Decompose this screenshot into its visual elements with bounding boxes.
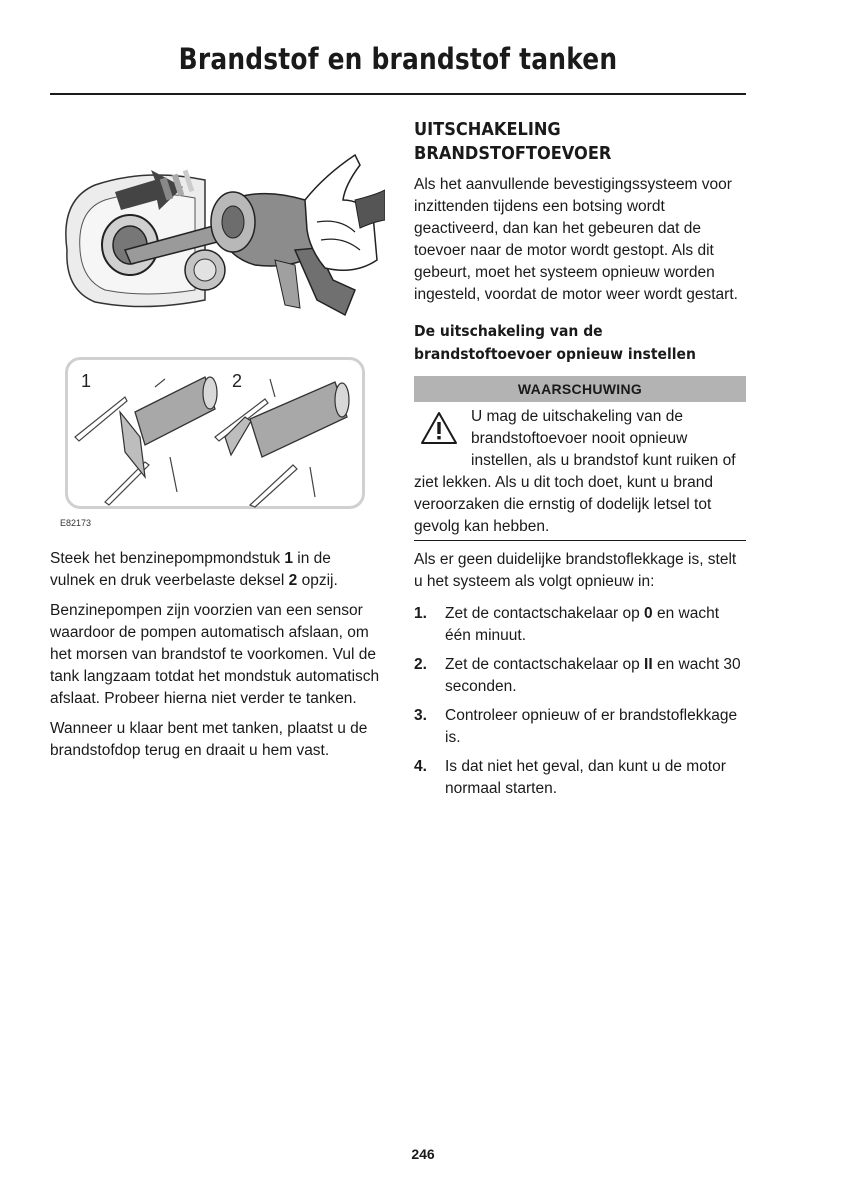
title-divider	[50, 93, 746, 95]
section-heading-line1: UITSCHAKELING	[414, 119, 561, 140]
warning-rest: ziet lekken. Als u dit toch doet, kunt u brand veroorzaken die ernstig of dodelijk letsel tot gevolg kan hebben.	[414, 474, 713, 535]
warning-block	[414, 376, 746, 541]
warning-line1: U mag de uitschakeling van de	[471, 408, 683, 425]
warning-line3: instellen, als u brandstof kunt ruiken of	[471, 452, 736, 469]
filler-detail-illustration	[65, 357, 365, 509]
subheading-line1: De uitschakeling van de	[414, 322, 603, 340]
step-number: 3.	[414, 707, 427, 724]
warning-triangle-icon	[419, 410, 459, 446]
step-text: Is dat niet het geval, dan kunt u de motor normaal starten.	[445, 758, 726, 797]
list-item	[414, 756, 746, 800]
step-text: en wacht 30 seconden.	[445, 656, 741, 695]
text-run: opzij.	[297, 572, 338, 589]
right-column	[414, 118, 746, 807]
warning-divider	[414, 540, 746, 541]
panel-label-1: 1	[81, 371, 92, 391]
list-item	[414, 603, 746, 647]
subheading-line2: brandstoftoevoer opnieuw instellen	[414, 345, 696, 363]
text-run: Steek het benzinepompmondstuk	[50, 550, 285, 567]
fuel-nozzle-illustration	[55, 140, 385, 340]
switch-position: II	[644, 656, 653, 673]
step-number: 2.	[414, 656, 427, 673]
step-text: Zet de contactschakelaar op	[445, 656, 645, 673]
sensor-paragraph: Benzinepompen zijn voorzien van een sensor waardoor de pompen automatisch afslaan, om het morsen van brandstof te voorkomen. Vul de tank langzaam totdat het mondstuk automatisch afslaat. Probeer hierna niet verder te tanken.	[50, 602, 380, 707]
callout-ref-2: 2	[288, 572, 298, 589]
switch-position: 0	[644, 605, 653, 622]
panel-label-2: 2	[232, 371, 243, 391]
procedure-intro: Als er geen duidelijke brandstoflekkage is, stelt u het systeem als volgt opnieuw in:	[414, 551, 737, 590]
nozzle-instruction	[50, 548, 380, 592]
step-number: 4.	[414, 758, 427, 775]
fuel-cap-paragraph: Wanneer u klaar bent met tanken, plaatst u de brandstofdop terug en draait u hem vast.	[50, 720, 368, 759]
list-item	[414, 654, 746, 698]
reset-steps	[414, 603, 746, 800]
page-number: 246	[411, 1146, 435, 1162]
step-text: en wacht één minuut.	[445, 605, 720, 644]
section-heading-line2: BRANDSTOFTOEVOER	[414, 143, 612, 164]
warning-label: WAARSCHUWING	[414, 376, 746, 402]
page-title: Brandstof en brandstof tanken	[178, 42, 618, 76]
warning-body	[414, 402, 746, 538]
callout-ref-1: 1	[284, 550, 293, 567]
step-text: Controleer opnieuw of er brandstoflekkage is.	[445, 707, 738, 746]
warning-line2: brandstoftoevoer nooit opnieuw	[471, 430, 688, 447]
intro-paragraph: Als het aanvullende bevestigingssysteem voor inzittenden tijdens een botsing wordt geactiveerd, dan kan het gebeuren dat de toevoer naar de motor wordt gestopt. Als dit gebeurt, moet het systeem opnieuw worden ingesteld, voordat de motor weer wordt gestart.	[414, 176, 738, 303]
list-item	[414, 705, 746, 749]
step-number: 1.	[414, 605, 427, 622]
left-column	[50, 548, 380, 770]
step-text: Zet de contactschakelaar op	[445, 605, 645, 622]
figure-code: E82173	[60, 518, 92, 528]
text-run: in de vulnek en druk veerbelaste deksel	[50, 550, 331, 589]
